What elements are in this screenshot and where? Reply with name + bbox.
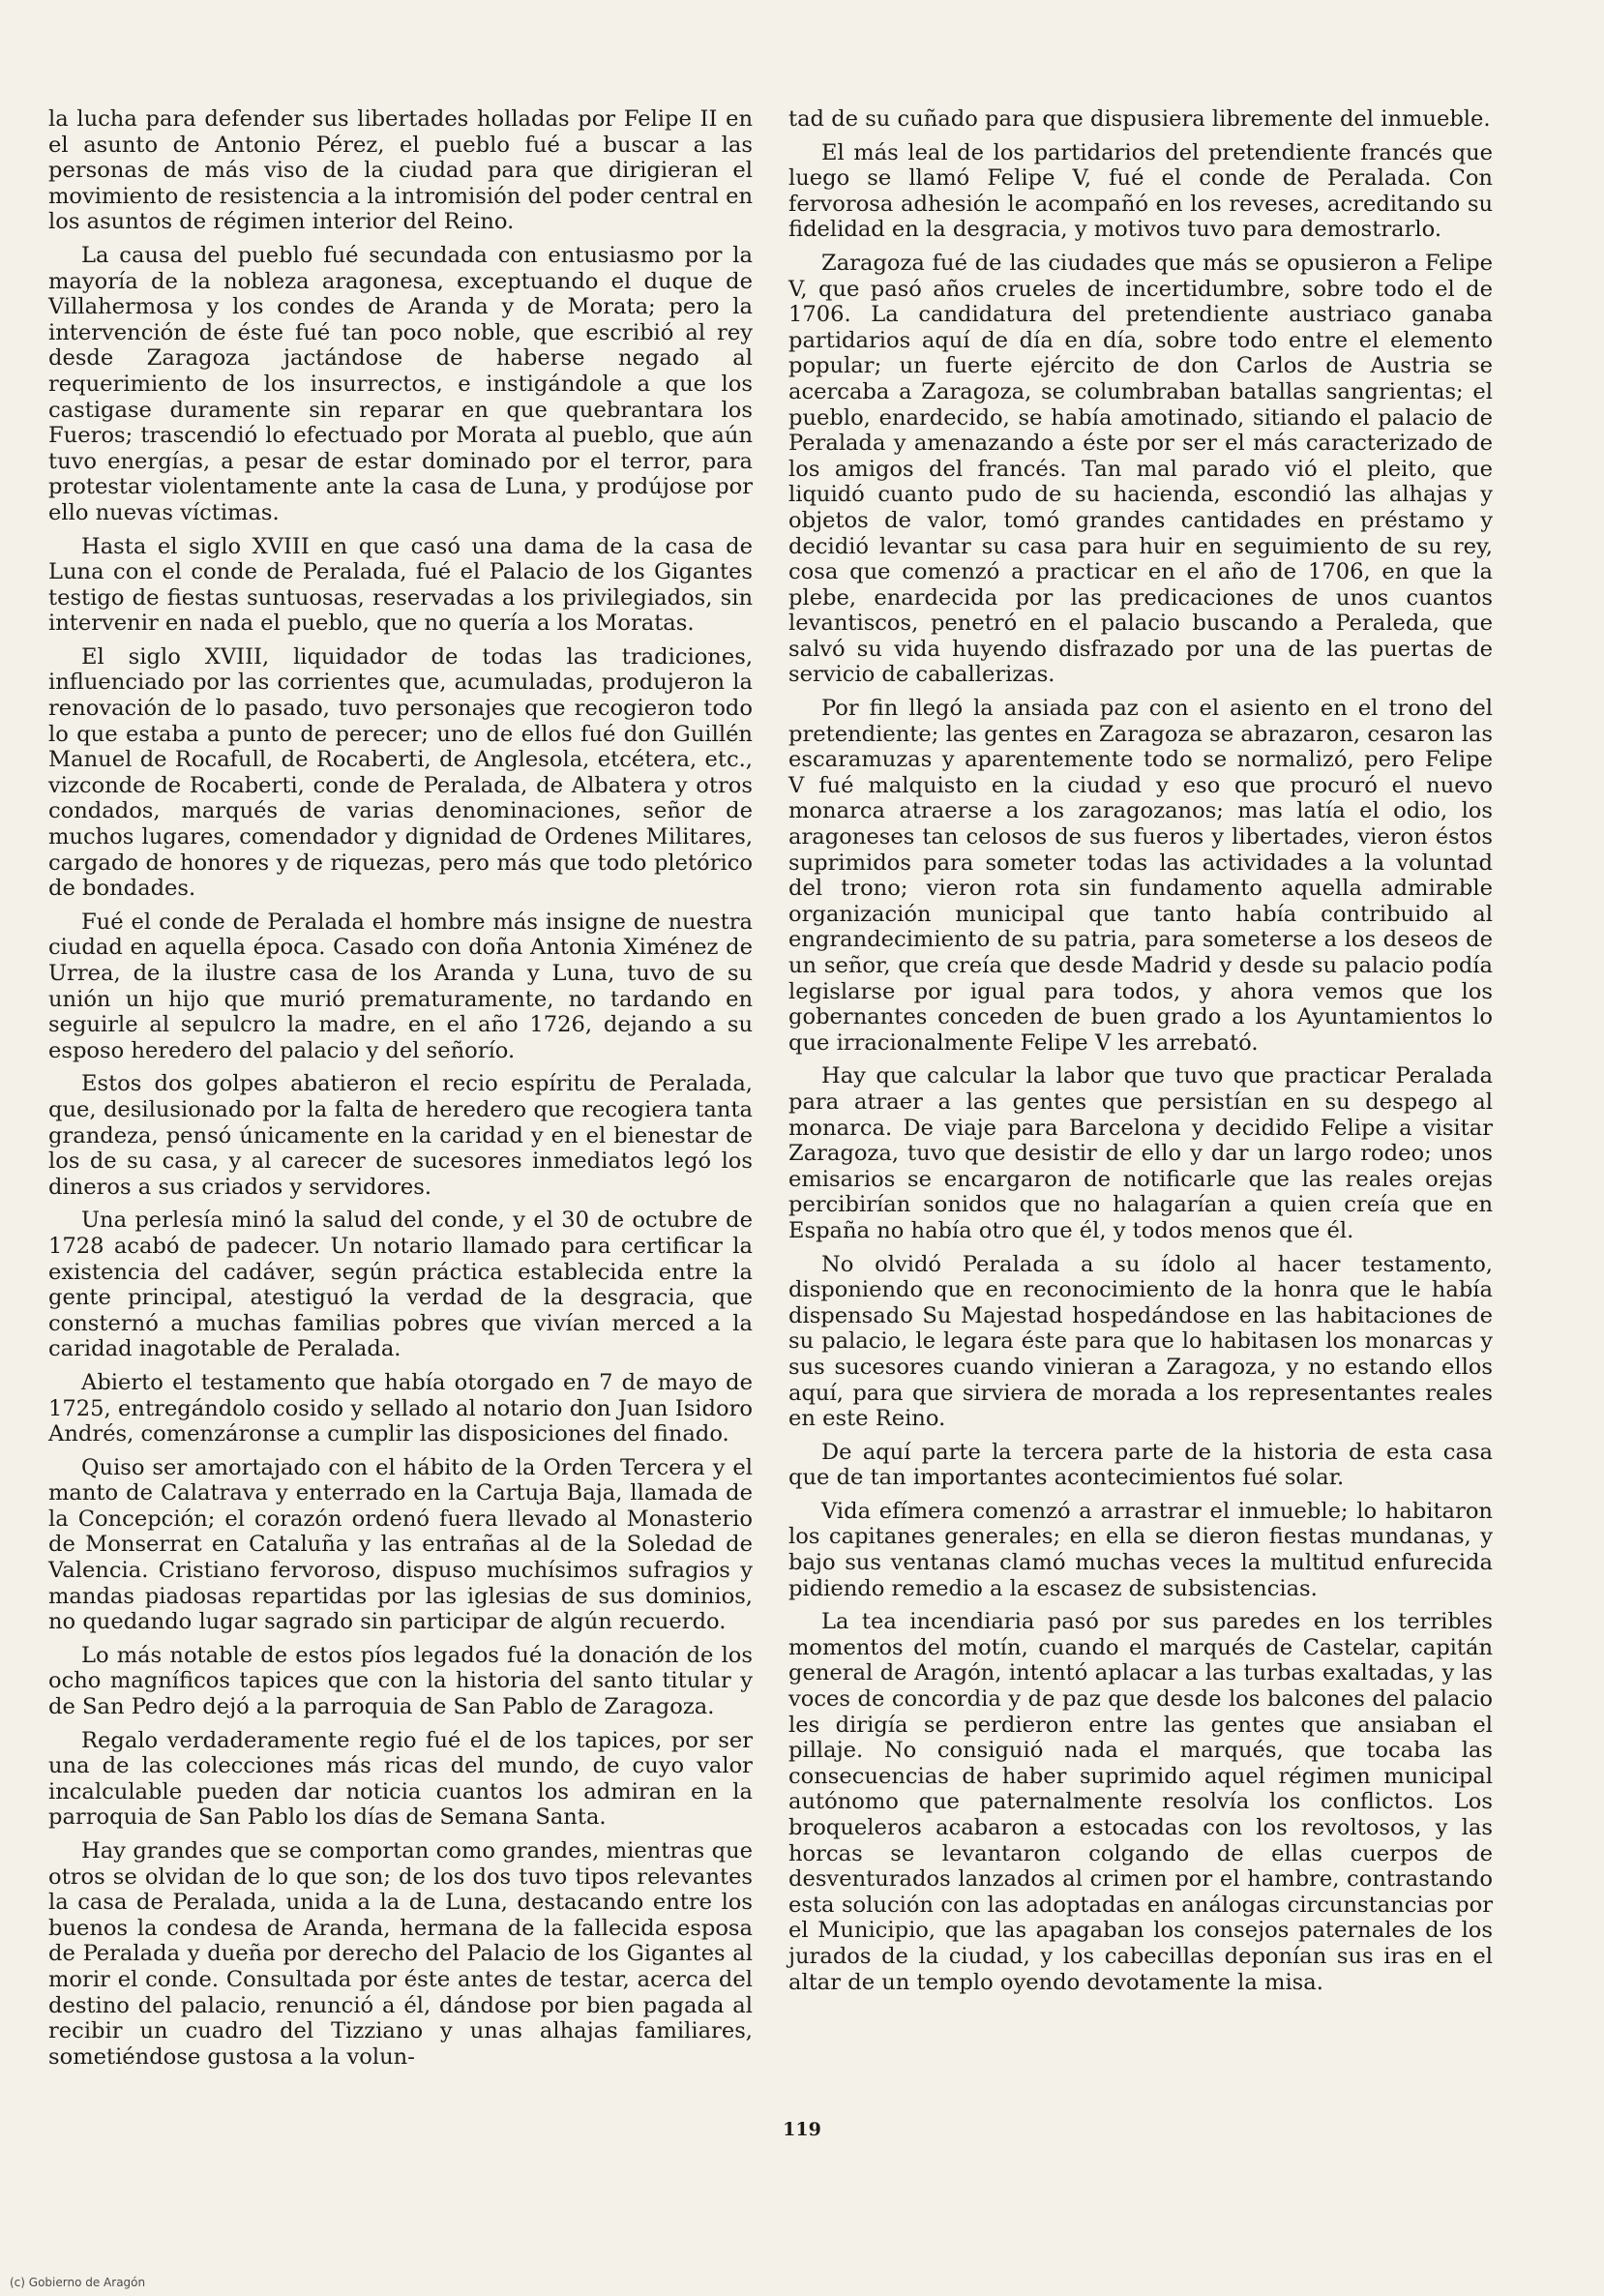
paragraph: Vida efímera comenzó a arrastrar el inmueble; lo habitaron los capitanes generales; en ella se dieron fiestas mundanas, y bajo sus ventanas clamó muchas veces la multitud enfurecida pidiendo remedio a la escasez de subsistencias. <box>788 1498 1493 1601</box>
page-number: 119 <box>783 2119 821 2140</box>
copyright-notice: (c) Gobierno de Aragón <box>10 2276 146 2289</box>
left-column <box>48 106 753 2077</box>
paragraph: Quiso ser amortajado con el hábito de la Orden Tercera y el manto de Calatrava y enterrado en la Cartuja Baja, llamada de la Concepción; el corazón ordenó fuera llevado al Monasterio de Monserrat en Cataluña y las entrañas al de la Soledad de Valencia. Cristiano fervoroso, dispuso muchísimos sufragios y mandas piadosas repartidas por las iglesias de sus dominios, no quedando lugar sagrado sin participar de algún recuerdo. <box>48 1454 753 1635</box>
right-column <box>788 106 1493 2003</box>
paragraph: El siglo XVIII, liquidador de todas las tradiciones, influenciado por las corrientes que, acumuladas, produjeron la renovación de lo pasado, tuvo personajes que recogieron todo lo que estaba a punto de perecer; uno de ellos fué don Guillén Manuel de Rocafull, de Rocaberti, de Anglesola, etcétera, etc., vizconde de Rocaberti, conde de Peralada, de Albatera y otros condados, marqués de varias denominaciones, señor de muchos lugares, comendador y dignidad de Ordenes Militares, cargado de honores y de riquezas, pero más que todo pletórico de bondades. <box>48 643 753 902</box>
paragraph: Por fin llegó la ansiada paz con el asiento en el trono del pretendiente; las gentes en Zaragoza se abrazaron, cesaron las escaramuzas y aparentemente todo se normalizó, pero Felipe V fué malquisto en la ciudad y eso que procuró el nuevo monarca atraerse a los zaragozanos; mas latía el odio, los aragoneses tan celosos de sus fueros y libertades, vieron éstos suprimidos para someter todas las actividades a la voluntad del trono; vieron rota sin fundamento aquella admirable organización municipal que tanto había contribuido al engrandecimiento de su patria, para someterse a los deseos de un señor, que creía que desde Madrid y desde su palacio podía legislarse por igual para todos, y ahora vemos que los gobernantes conceden de buen grado a los Ayuntamientos lo que irracionalmente Felipe V les arrebató. <box>788 696 1493 1056</box>
paragraph: Regalo verdaderamente regio fué el de los tapices, por ser una de las colecciones más ricas del mundo, de cuyo valor incalculable pueden dar noticia cuantos los admiran en la parroquia de San Pablo los días de Semana Santa. <box>48 1727 753 1831</box>
paragraph: Una perlesía minó la salud del conde, y el 30 de octubre de 1728 acabó de padecer. Un notario llamado para certificar la existencia del cadáver, según práctica establecida entre la gente principal, atestiguó la verdad de la desgracia, que consternó a muchas familias pobres que vivían merced a la caridad inagotable de Peralada. <box>48 1208 753 1362</box>
paragraph: El más leal de los partidarios del pretendiente francés que luego se llamó Felipe V, fué el conde de Peralada. Con fervorosa adhesión le acompañó en los reveses, acreditando su fidelidad en la desgracia, y motivos tuvo para demostrarlo. <box>788 139 1493 243</box>
paragraph: Fué el conde de Peralada el hombre más insigne de nuestra ciudad en aquella época. Casado con doña Antonia Ximénez de Urrea, de la ilustre casa de los Aranda y Luna, tuvo de su unión un hijo que murió prematuramente, no tardando en seguirle al sepulcro la madre, en el año 1726, dejando a su esposo heredero del palacio y del señorío. <box>48 909 753 1063</box>
paragraph: Hasta el siglo XVIII en que casó una dama de la casa de Luna con el conde de Peralada, fué el Palacio de los Gigantes testigo de fiestas suntuosas, reservadas a los privilegiados, sin intervenir en nada el pueblo, que no quería a los Moratas. <box>48 533 753 637</box>
paragraph: Lo más notable de estos píos legados fué la donación de los ocho magníficos tapices que con la historia del santo titular y de San Pedro dejó a la parroquia de San Pablo de Zaragoza. <box>48 1642 753 1720</box>
paragraph: la lucha para defender sus libertades holladas por Felipe II en el asunto de Antonio Pérez, el pueblo fué a buscar a las personas de más viso de la ciudad para que dirigieran el movimiento de resistencia a la intromisión del poder central en los asuntos de régimen interior del Reino. <box>48 106 753 235</box>
paragraph: Hay que calcular la labor que tuvo que practicar Peralada para atraer a las gentes que persistían en su despego al monarca. De viaje para Barcelona y decidido Felipe a visitar Zaragoza, tuvo que desistir de ello y dar un largo rodeo; unos emisarios se encargaron de notificarle que las reales orejas percibirían sonidos que no halagarían a quien creía que en España no había otro que él, y todos menos que él. <box>788 1063 1493 1243</box>
paragraph: Estos dos golpes abatieron el recio espíritu de Peralada, que, desilusionado por la falta de heredero que recogiera tanta grandeza, pensó únicamente en la caridad y en el bienestar de los de su casa, y al carecer de sucesores inmediatos legó los dineros a sus criados y servidores. <box>48 1071 753 1200</box>
paragraph: tad de su cuñado para que dispusiera libremente del inmueble. <box>788 106 1491 132</box>
paragraph: No olvidó Peralada a su ídolo al hacer testamento, disponiendo que en reconocimiento de la honra que le había dispensado Su Majestad hospedándose en las habitaciones de su palacio, le legara éste para que lo habitasen los monarcas y sus sucesores cuando vinieran a Zaragoza, y no estando ellos aquí, para que sirviera de morada a los representantes reales en este Reino. <box>788 1251 1493 1432</box>
paragraph: La causa del pueblo fué secundada con entusiasmo por la mayoría de la nobleza aragonesa, exceptuando el duque de Villahermosa y los condes de Aranda y de Morata; pero la intervención de éste fué tan poco noble, que escribió al rey desde Zaragoza jactándose de haberse negado al requerimiento de los insurrectos, e instigándole a que los castigase duramente sin reparar en que quebrantara los Fueros; trascendió lo efectuado por Morata al pueblo, que aún tuvo energías, a pesar de estar dominado por el terror, para protestar violentamente ante la casa de Luna, y prodújose por ello nuevas víctimas. <box>48 242 753 525</box>
paragraph: Zaragoza fué de las ciudades que más se opusieron a Felipe V, que pasó años crueles de incertidumbre, sobre todo el de 1706. La candidatura del pretendiente austriaco ganaba partidarios aquí de día en día, sobre todo entre el elemento popular; un fuerte ejército de don Carlos de Austria se acercaba a Zaragoza, se columbraban batallas sangrientas; el pueblo, enardecido, se había amotinado, sitiando el palacio de Peralada y amenazando a éste por ser el más caracterizado de los amigos del francés. Tan mal parado vió el pleito, que liquidó cuanto pudo de su hacienda, escondió las alhajas y objetos de valor, tomó grandes cantidades en préstamo y decidió levantar su casa para huir en seguimiento de su rey, cosa que comenzó a practicar en el año de 1706, en que la plebe, enardecida por las predicaciones de unos cuantos levantiscos, penetró en el palacio buscando a Peraleda, que salvó su vida huyendo disfrazado por una de las puertas de servicio de caballerizas. <box>788 250 1493 688</box>
paragraph: Hay grandes que se comportan como grandes, mientras que otros se olvidan de lo que son; de los dos tuvo tipos relevantes la casa de Peralada, unida a la de Luna, destacando entre los buenos la condesa de Aranda, hermana de la fallecida esposa de Peralada y dueña por derecho del Palacio de los Gigantes al morir el conde. Consultada por éste antes de testar, acerca del destino del palacio, renunció a él, dándose por bien pagada al recibir un cuadro del Tizziano y unas alhajas familiares, sometiéndose gustosa a la volun- <box>48 1838 753 2070</box>
paragraph: La tea incendiaria pasó por sus paredes en los terribles momentos del motín, cuando el marqués de Castelar, capitán general de Aragón, intentó aplacar a las turbas exaltadas, y las voces de concordia y de paz que desde los balcones del palacio les dirigía se perdieron entre las gentes que ansiaban el pillaje. No consiguió nada el marqués, que tocaba las consecuencias de haber suprimido aquel régimen municipal autónomo que paternalmente resolvía los conflictos. Los broqueleros acabaron a estocadas con los revoltosos, y las horcas se levantaron colgando de ellas cuerpos de desventurados lanzados al crimen por el hambre, contrastando esta solución con las adoptadas en análogas circunstancias por el Municipio, que las apagaban los consejos paternales de los jurados de la ciudad, y los cabecillas deponían sus iras en el altar de un templo oyendo devotamente la misa. <box>788 1609 1493 1995</box>
paragraph: De aquí parte la tercera parte de la historia de esta casa que de tan importantes acontecimientos fué solar. <box>788 1439 1493 1491</box>
paragraph: Abierto el testamento que había otorgado en 7 de mayo de 1725, entregándolo cosido y sellado al notario don Juan Isidoro Andrés, comenzáronse a cumplir las disposiciones del finado. <box>48 1369 753 1447</box>
